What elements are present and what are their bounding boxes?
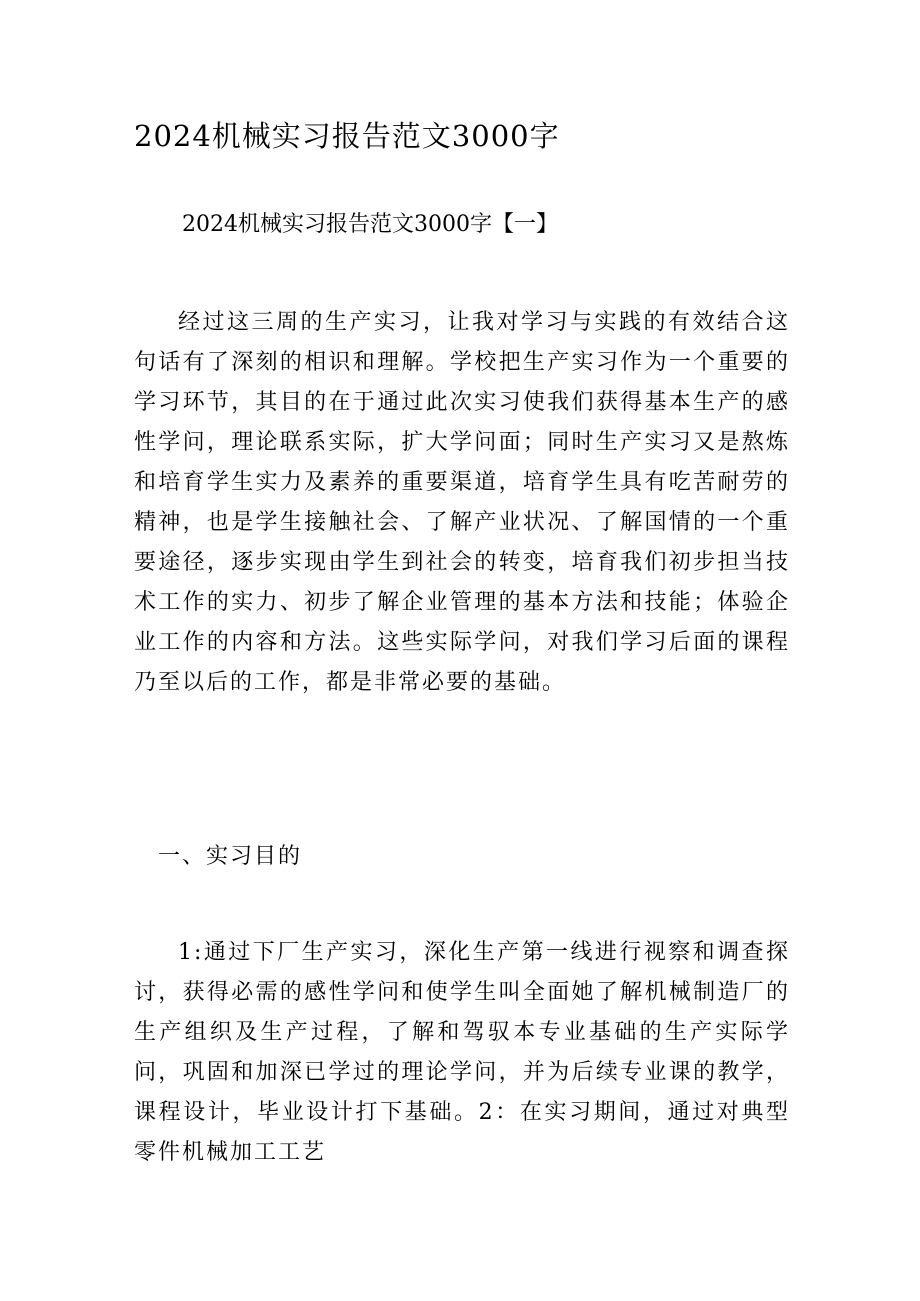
- body-paragraph: 经过这三周的生产实习，让我对学习与实践的有效结合这句话有了深刻的相识和理解。学校把生产实习作为一个重要的学习环节，其目的在于通过此次实习使我们获得基本生产的感性学问，理论联系实际，扩大学问面；同时生产实习又是熬炼和培育学生实力及素养的重要渠道，培育学生具有吃苦耐劳的精神，也是学生接触社会、了解产业状况、了解国情的一个重要途径，逐步实现由学生到社会的转变，培育我们初步担当技术工作的实力、初步了解企业管理的基本方法和技能；体验企业工作的内容和方法。这些实际学问，对我们学习后面的课程乃至以后的工作，都是非常必要的基础。: [134, 310, 790, 695]
- document-title: 2024机械实习报告范文3000字: [134, 119, 560, 153]
- body-paragraph: 1:通过下厂生产实习，深化生产第一线进行视察和调查探讨，获得必需的感性学问和使学生叫全面她了解机械制造厂的生产组织及生产过程，了解和驾驭本专业基础的生产实际学问，巩固和加深已学过的理论学问，并为后续专业课的教学，课程设计，毕业设计打下基础。2：在实习期间，通过对典型零件机械加工工艺: [134, 940, 790, 1165]
- section-heading: 一、实习目的: [158, 844, 303, 869]
- document-subtitle: 2024机械实习报告范文3000字【一】: [182, 212, 558, 237]
